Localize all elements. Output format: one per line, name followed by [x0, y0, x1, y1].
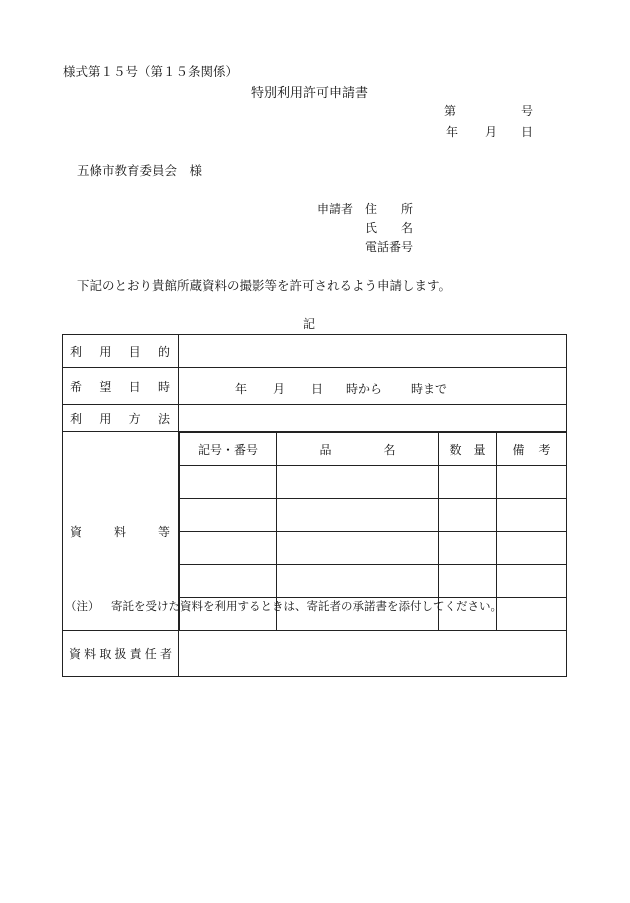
method-field[interactable] — [179, 405, 567, 432]
application-table — [62, 334, 567, 677]
remarks-cell[interactable] — [497, 598, 567, 631]
purpose-field[interactable] — [179, 335, 567, 368]
method-label: 利 用 方 法 — [63, 405, 179, 432]
record-no-cell[interactable] — [180, 532, 277, 565]
remarks-header: 備 考 — [497, 433, 567, 466]
item-name-cell[interactable] — [277, 565, 439, 598]
quantity-header: 数 量 — [439, 433, 497, 466]
quantity-cell[interactable] — [439, 565, 497, 598]
item-name-cell[interactable] — [277, 499, 439, 532]
desired-date-field[interactable] — [179, 368, 567, 405]
name-label: 氏 名 — [365, 221, 414, 235]
method-row — [63, 405, 567, 432]
responsible-field[interactable] — [179, 631, 567, 677]
date-day: 日 — [521, 125, 534, 139]
date-field-day: 日 — [311, 382, 324, 396]
record-no-cell[interactable] — [180, 466, 277, 499]
date-month: 月 — [485, 125, 498, 139]
document-number-suffix: 号 — [521, 104, 534, 118]
page-title: 特別利用許可申請書 — [251, 86, 369, 101]
document-number-prefix: 第 — [444, 104, 457, 118]
date-field-until: 時まで — [411, 382, 448, 396]
addressee: 五條市教育委員会 様 — [77, 163, 203, 178]
purpose-label: 利 用 目 的 — [63, 335, 179, 368]
applicant-label: 申請者 — [317, 202, 354, 216]
record-no-cell[interactable] — [180, 499, 277, 532]
record-no-cell[interactable] — [180, 565, 277, 598]
address-label: 住 所 — [365, 202, 414, 216]
materials-entry-row — [180, 499, 567, 532]
quantity-cell[interactable] — [439, 466, 497, 499]
remarks-cell[interactable] — [497, 532, 567, 565]
quantity-cell[interactable] — [439, 499, 497, 532]
phone-label: 電話番号 — [365, 240, 414, 254]
note-text: 寄託を受けた資料を利用するときは、寄託者の承諾書を添付してください。 — [111, 599, 502, 613]
materials-entry-row — [180, 565, 567, 598]
item-name-cell[interactable] — [277, 532, 439, 565]
desired-date-label: 希 望 日 時 — [63, 368, 179, 405]
responsible-label: 資 料 取 扱 責 任 者 — [63, 631, 179, 677]
ki-heading: 記 — [303, 317, 316, 331]
date-field-from: 時から — [346, 382, 383, 396]
materials-entry-row — [180, 466, 567, 499]
form-number: 様式第１５号（第１５条関係） — [63, 64, 239, 79]
remarks-cell[interactable] — [497, 565, 567, 598]
item-name-cell[interactable] — [277, 466, 439, 499]
desired-date-row — [63, 368, 567, 405]
materials-header-row — [180, 433, 567, 466]
date-year: 年 — [446, 125, 459, 139]
remarks-cell[interactable] — [497, 499, 567, 532]
purpose-row — [63, 335, 567, 368]
remarks-cell[interactable] — [497, 466, 567, 499]
record-no-header: 記号・番号 — [180, 433, 277, 466]
note-marker: （注） — [65, 599, 100, 613]
intro-text: 下記のとおり貴館所蔵資料の撮影等を許可されるよう申請します。 — [77, 278, 452, 293]
materials-entry-row — [180, 532, 567, 565]
materials-label: 資 料 等 — [63, 432, 179, 631]
date-field-year: 年 — [235, 382, 248, 396]
date-field-month: 月 — [273, 382, 286, 396]
responsible-row — [63, 631, 567, 677]
quantity-cell[interactable] — [439, 532, 497, 565]
item-name-header: 品 名 — [277, 433, 439, 466]
